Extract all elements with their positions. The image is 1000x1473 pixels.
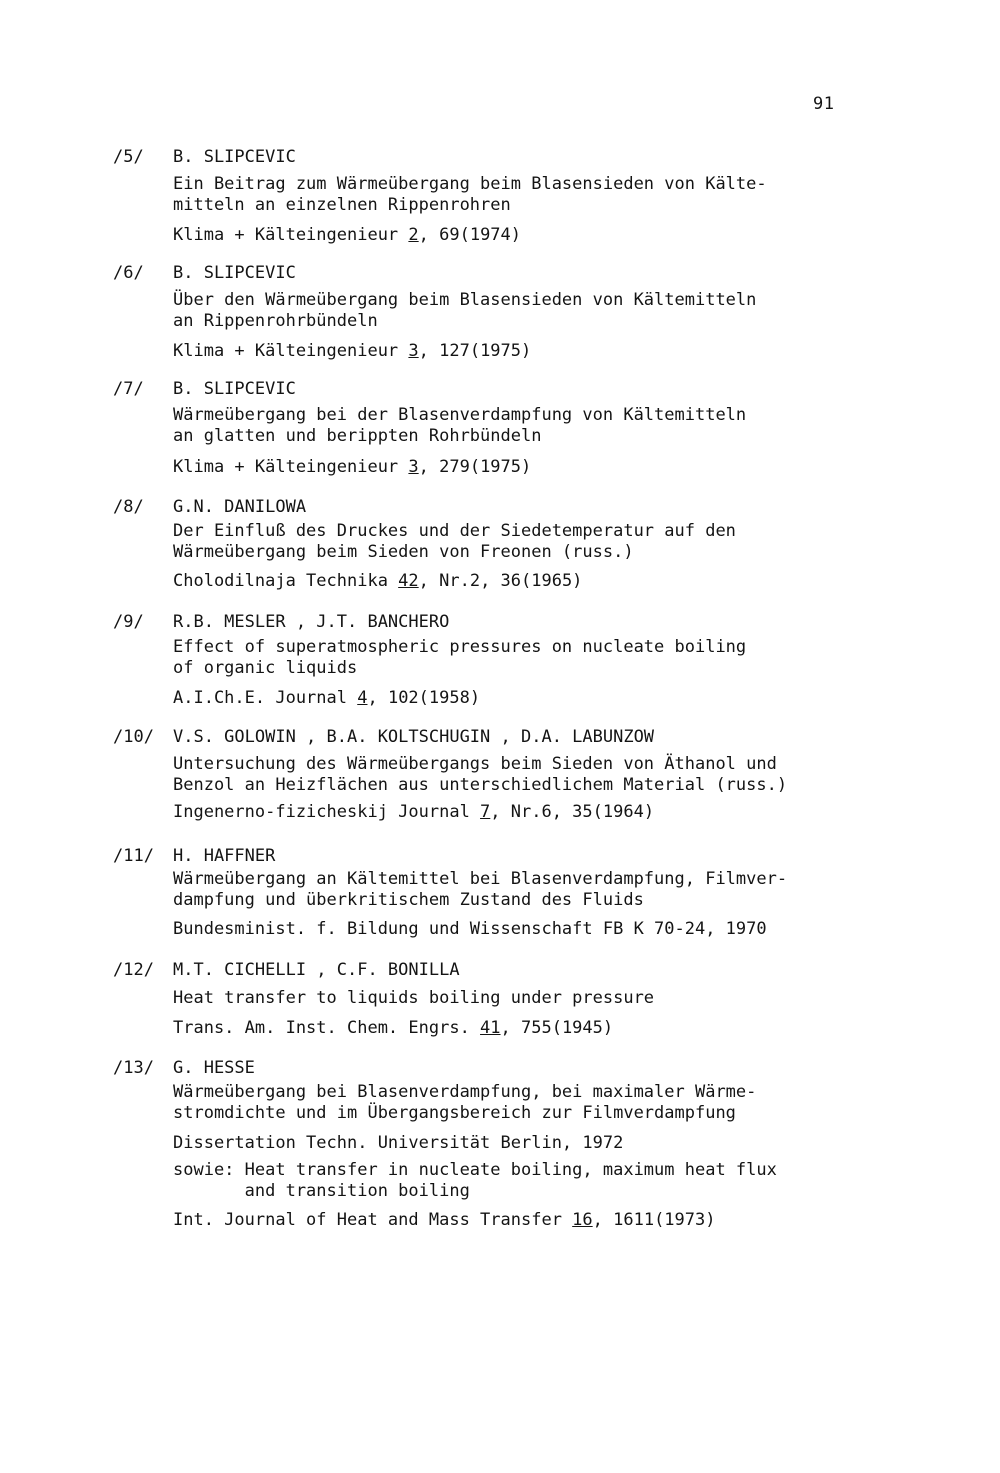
page-number: 91 — [813, 94, 835, 114]
reference-title: Wärmeübergang bei der Blasenverdampfung von Kältemitteln an glatten und berippten Rohrbündeln — [173, 405, 747, 446]
reference-title: Effect of superatmospheric pressures on nucleate boiling of organic liquids — [173, 637, 747, 678]
reference-source: Trans. Am. Inst. Chem. Engrs. 41, 755(1945) — [173, 1018, 614, 1038]
volume-number: 3 — [408, 457, 419, 477]
reference-authors: H. HAFFNER — [173, 846, 276, 866]
reference-source: Klima + Kälteingenieur 2, 69(1974) — [173, 225, 522, 245]
reference-source: Dissertation Techn. Universität Berlin, 1972 — [173, 1133, 624, 1153]
reference-authors: B. SLIPCEVIC — [173, 379, 296, 399]
reference-authors: V.S. GOLOWIN , B.A. KOLTSCHUGIN , D.A. LABUNZOW — [173, 727, 655, 747]
reference-number: /7/ — [113, 379, 144, 399]
reference-number: /13/ — [113, 1058, 154, 1078]
reference-title: Wärmeübergang bei Blasenverdampfung, bei maximaler Wärme- stromdichte und im Übergangsbereich zur Filmverdampfung — [173, 1082, 757, 1123]
reference-source: Klima + Kälteingenieur 3, 279(1975) — [173, 457, 532, 477]
reference-title: Über den Wärmeübergang beim Blasensieden von Kältemitteln an Rippenrohrbündeln — [173, 290, 757, 331]
reference-number: /12/ — [113, 960, 154, 980]
reference-authors: R.B. MESLER , J.T. BANCHERO — [173, 612, 450, 632]
reference-number: /6/ — [113, 263, 144, 283]
volume-number: 7 — [480, 802, 491, 822]
reference-source-secondary: Int. Journal of Heat and Mass Transfer 16, 1611(1973) — [173, 1210, 716, 1230]
reference-source: A.I.Ch.E. Journal 4, 102(1958) — [173, 688, 481, 708]
volume-number: 16 — [572, 1210, 593, 1230]
reference-title: Heat transfer to liquids boiling under pressure — [173, 988, 655, 1008]
reference-authors: B. SLIPCEVIC — [173, 147, 296, 167]
reference-source: Ingenerno-fizicheskij Journal 7, Nr.6, 35(1964) — [173, 802, 655, 822]
volume-number: 3 — [408, 341, 419, 361]
reference-number: /8/ — [113, 497, 144, 517]
reference-source: Klima + Kälteingenieur 3, 127(1975) — [173, 341, 532, 361]
reference-number: /9/ — [113, 612, 144, 632]
reference-number: /11/ — [113, 846, 154, 866]
reference-number: /5/ — [113, 147, 144, 167]
reference-additional-title: sowie: Heat transfer in nucleate boiling, maximum heat flux and transition boiling — [173, 1160, 777, 1201]
reference-title: Der Einfluß des Druckes und der Siedetemperatur auf den Wärmeübergang beim Sieden von Freonen (russ.) — [173, 521, 736, 562]
volume-number: 4 — [357, 688, 368, 708]
reference-authors: B. SLIPCEVIC — [173, 263, 296, 283]
reference-authors: M.T. CICHELLI , C.F. BONILLA — [173, 960, 460, 980]
volume-number: 41 — [480, 1018, 501, 1038]
reference-authors: G. HESSE — [173, 1058, 255, 1078]
reference-source: Bundesminist. f. Bildung und Wissenschaft FB K 70-24, 1970 — [173, 919, 767, 939]
reference-title: Ein Beitrag zum Wärmeübergang beim Blasensieden von Kälte- mitteln an einzelnen Rippenrohren — [173, 174, 767, 215]
reference-source: Cholodilnaja Technika 42, Nr.2, 36(1965) — [173, 571, 583, 591]
reference-number: /10/ — [113, 727, 154, 747]
reference-title: Untersuchung des Wärmeübergangs beim Sieden von Äthanol und Benzol an Heizflächen aus unterschiedlichem Material (russ.) — [173, 754, 788, 795]
reference-authors: G.N. DANILOWA — [173, 497, 307, 517]
volume-number: 2 — [408, 225, 419, 245]
reference-title: Wärmeübergang an Kältemittel bei Blasenverdampfung, Filmver- dampfung und überkritischem Zustand des Fluids — [173, 869, 788, 910]
volume-number: 42 — [398, 571, 419, 591]
